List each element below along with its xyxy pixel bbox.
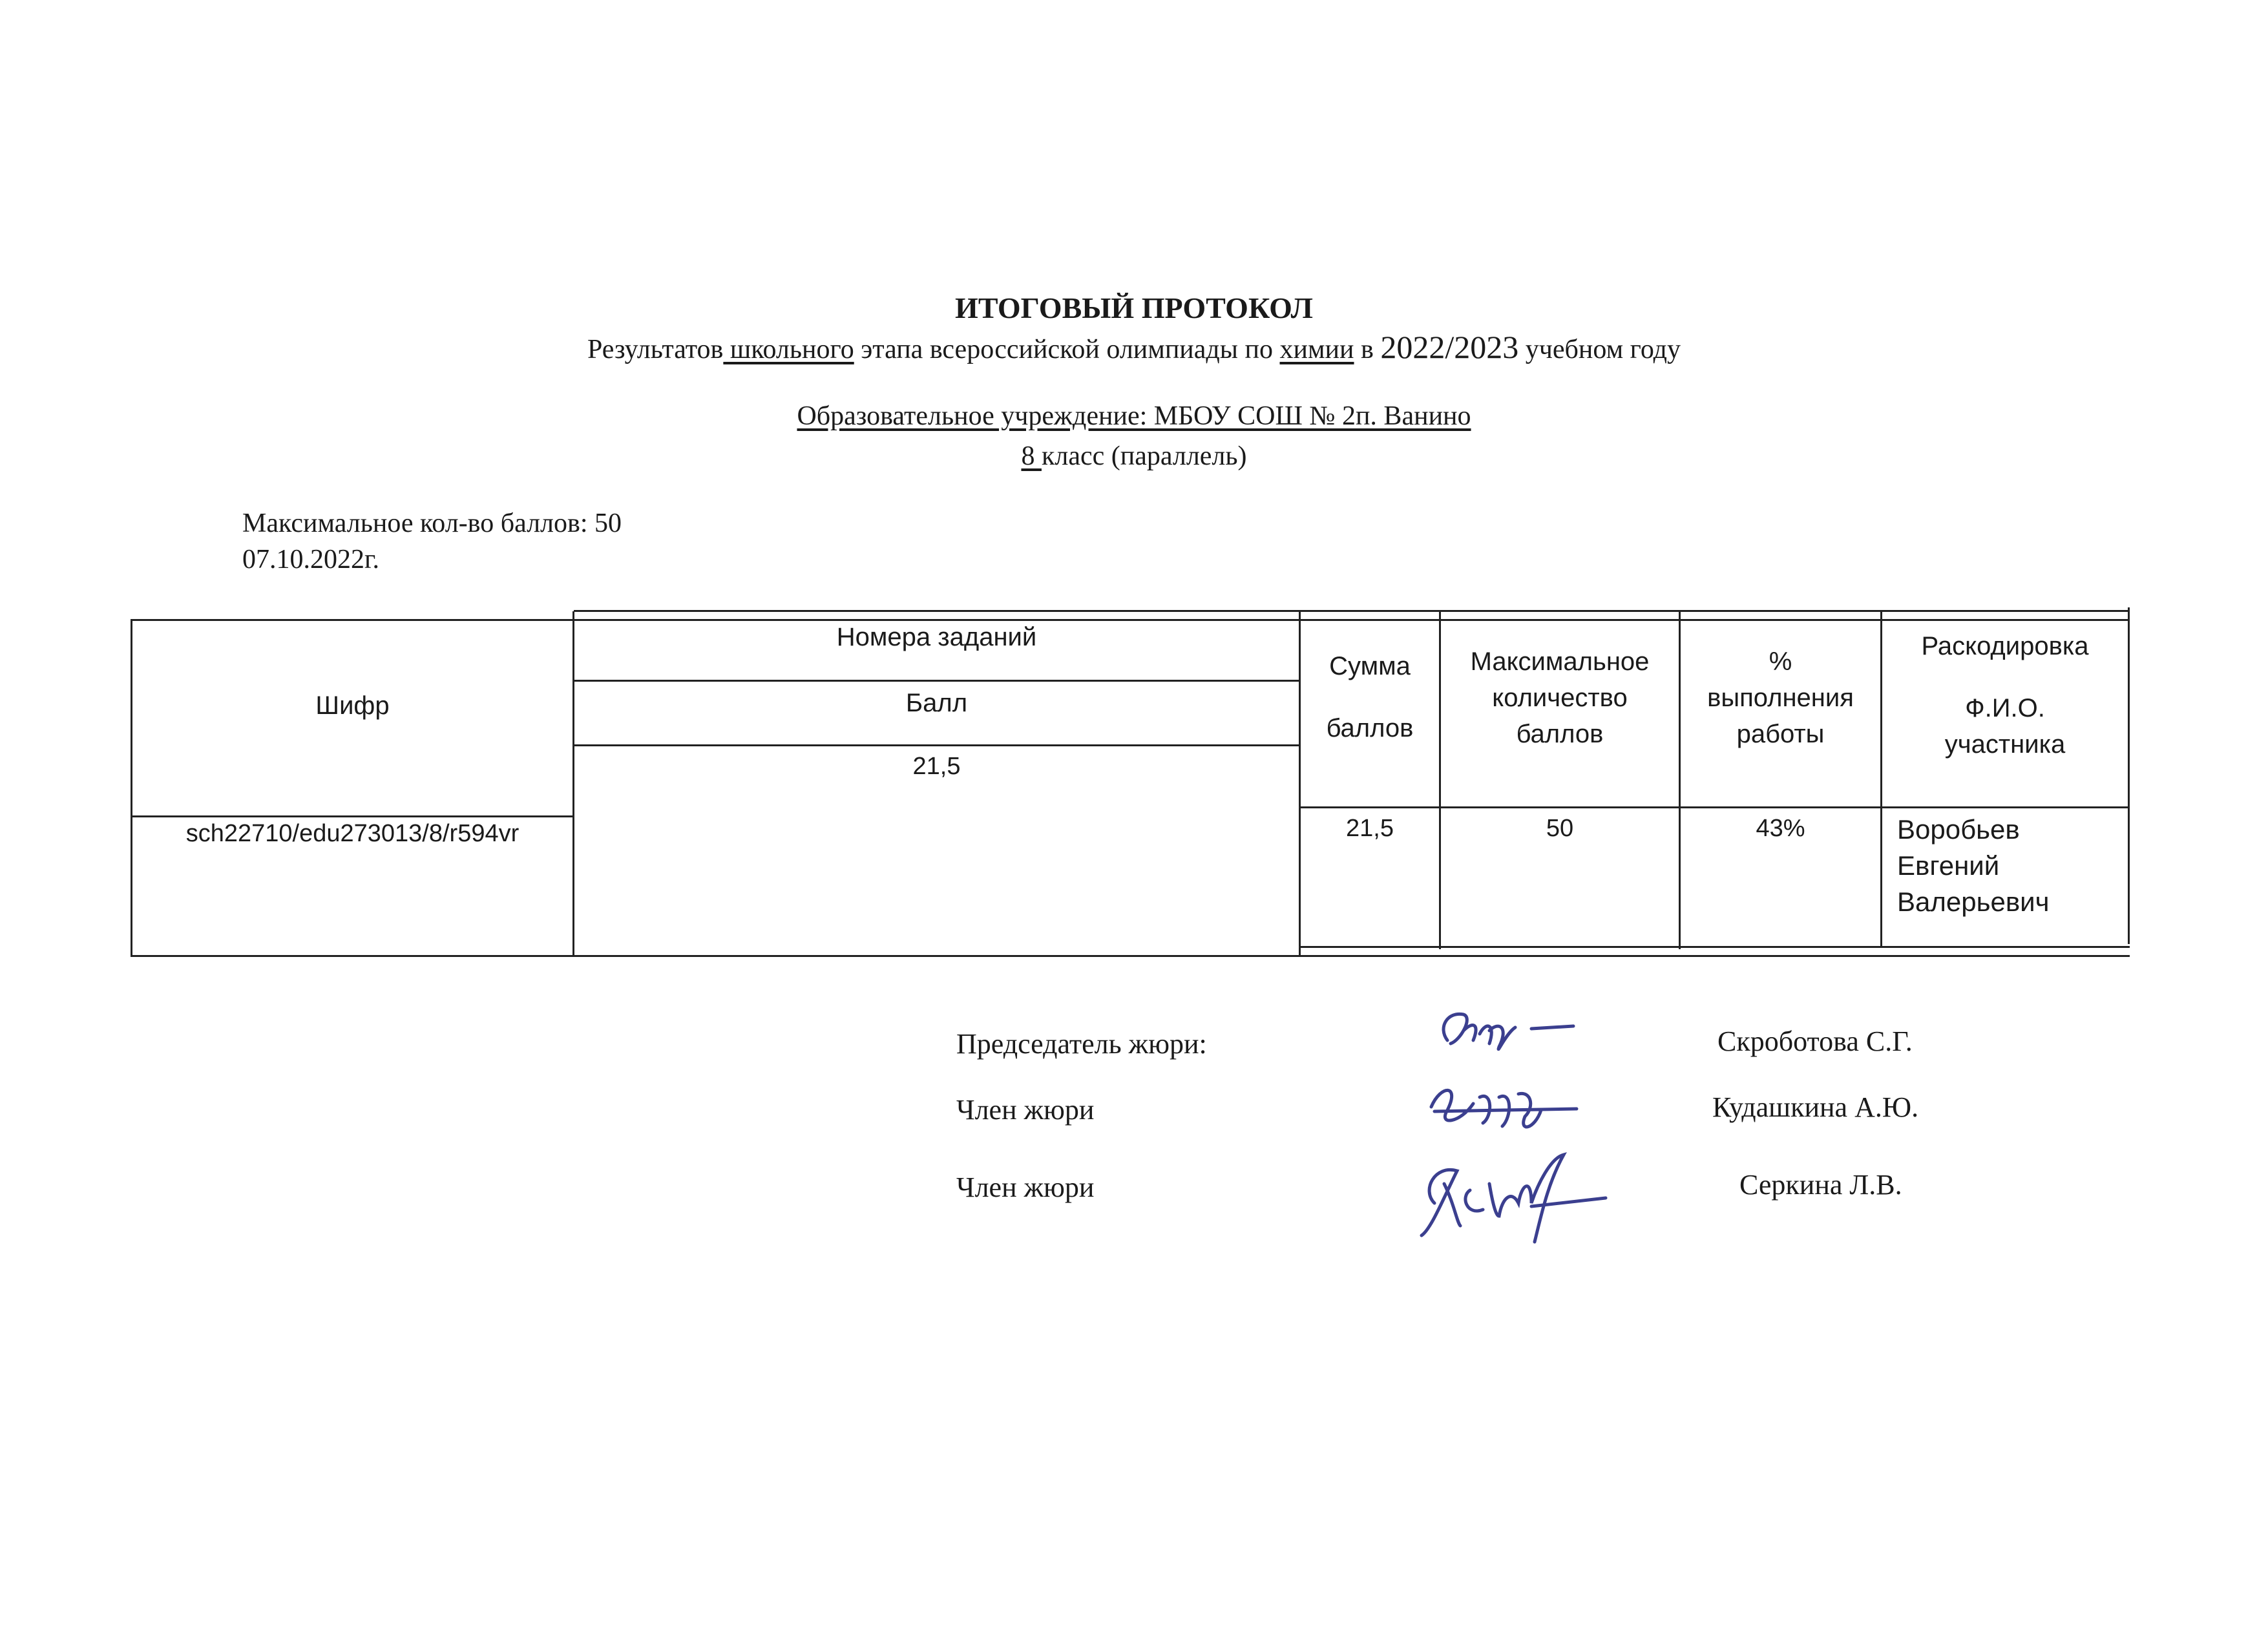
header-decode-line1: Раскодировка <box>1921 632 2089 660</box>
signature-chair <box>1434 995 1583 1066</box>
signature-member1 <box>1422 1071 1583 1142</box>
row-name-line2: Евгений <box>1897 850 2000 881</box>
header-sum <box>1301 650 1439 744</box>
jury-member2-name: Серкина Л.В. <box>1739 1169 1902 1201</box>
header-max-line3: баллов <box>1516 720 1604 748</box>
header-decode-line2: Ф.И.О. <box>1965 694 2045 722</box>
subtitle-prefix: Результатов <box>587 335 724 364</box>
subtitle-in: в <box>1354 335 1381 364</box>
header-task-numbers: Номера заданий <box>836 623 1037 651</box>
jury-chair-name: Скроботова С.Г. <box>1717 1025 1913 1057</box>
header-percent-line1: % <box>1769 647 1792 676</box>
header-max-line2: количество <box>1492 684 1628 712</box>
protocol-date: 07.10.2022г. <box>242 545 379 574</box>
jury-member1-name: Кудашкина А.Ю. <box>1712 1091 1919 1123</box>
row-name <box>1897 812 2123 920</box>
header-max-line1: Максимальное <box>1470 647 1650 676</box>
subtitle-stage: школьного <box>723 335 854 364</box>
header-decode-line3: участника <box>1944 730 2066 759</box>
row-sum: 21,5 <box>1346 815 1394 842</box>
institution-text: Образовательное учреждение: МБОУ СОШ № 2п. Ванино <box>797 401 1471 431</box>
row-percent: 43% <box>1756 815 1805 842</box>
row-max: 50 <box>1546 815 1574 842</box>
row-name-line3: Валерьевич <box>1897 887 2050 917</box>
document-title: ИТОГОВЫЙ ПРОТОКОЛ <box>955 291 1313 324</box>
header-score: Балл <box>905 689 968 717</box>
header-sum-line2: баллов <box>1326 714 1414 742</box>
signature-member2 <box>1409 1145 1615 1248</box>
jury-member1-role: Член жюри <box>956 1094 1095 1126</box>
subtitle-suffix: учебном году <box>1518 335 1681 364</box>
header-sum-line1: Сумма <box>1329 652 1411 680</box>
subtitle-subject: химии <box>1279 335 1354 364</box>
subtitle-year: 2022/2023 <box>1380 329 1519 365</box>
header-percent-line2: выполнения <box>1707 684 1854 712</box>
jury-member2-role: Член жюри <box>956 1171 1095 1203</box>
document-subtitle <box>0 328 2268 366</box>
task-score-value: 21,5 <box>912 753 961 780</box>
header-percent <box>1681 644 1880 752</box>
max-points: Максимальное кол-во баллов: 50 <box>242 509 622 538</box>
subtitle-middle: этапа всероссийской олимпиады по <box>854 335 1280 364</box>
header-cipher: Шифр <box>315 691 390 720</box>
grade-number: 8 <box>1021 441 1042 471</box>
header-decode <box>1882 628 2128 762</box>
row-cipher: sch22710/edu273013/8/r594vr <box>185 820 520 847</box>
row-name-line1: Воробьев <box>1897 814 2020 845</box>
grade-suffix: класс (параллель) <box>1041 441 1247 471</box>
institution-line <box>0 401 2268 432</box>
grade-line <box>0 441 2268 472</box>
header-max <box>1441 644 1679 752</box>
jury-chair-role: Председатель жюри: <box>956 1028 1207 1060</box>
header-percent-line3: работы <box>1736 720 1825 748</box>
